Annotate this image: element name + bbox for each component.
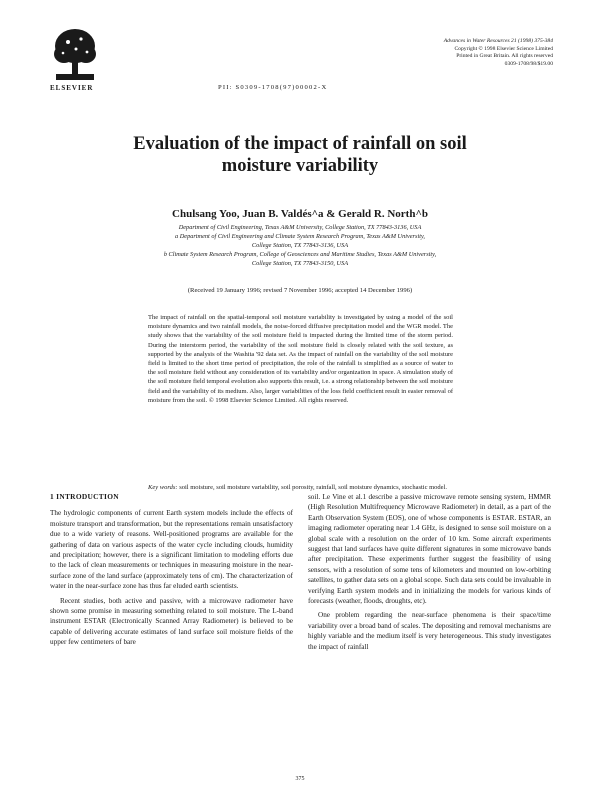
journal-info bbox=[323, 38, 553, 68]
right-column bbox=[308, 492, 551, 652]
affiliation-line: College Station, TX 77843-3136, USA bbox=[251, 242, 349, 249]
issn-line: 0309-1708/98/$19.00 bbox=[504, 60, 553, 67]
affiliation-line: College Station, TX 77843-3150, USA bbox=[251, 260, 349, 267]
journal-citation: Advances in Water Resources 21 (1998) 375-384 bbox=[443, 38, 553, 44]
left-column bbox=[50, 492, 293, 648]
publisher-name: ELSEVIER bbox=[50, 84, 94, 92]
elsevier-tree-icon bbox=[52, 26, 98, 84]
abstract-text: The impact of rainfall on the spatial-temporal soil moisture variability is investigated by using a model of the soil moisture dynamics and two rainfall models, the noise-forced diffusive precipitation model and the WGR model. The study shows that the variability of the soil moisture field is impacted during the limited time of the storm period. During the interstorm period, the variability of the soil moisture field is closely related with the soil texture, as supported by the analysis of the Washita '92 data set. As the impact of rainfall on the variability of the soil moisture field is limited to the short time period of precipitation, the role of the rainfall is simplified as a source of water to the soil moisture field without any consideration of its variability and/or organization in space. A simulation study of the soil moisture field temporal evolution also supports this result, i.e. a strong relationship between the soil moisture field and the variability of its medium. Also, larger variabilities of the loss field coefficient result in easier removal of moisture from the soil. © 1998 Elsevier Science Limited. All rights reserved. bbox=[148, 314, 453, 404]
keywords bbox=[148, 483, 453, 492]
received-dates: (Received 19 January 1996; revised 7 November 1996; accepted 14 December 1996) bbox=[187, 287, 413, 294]
affiliation-line: b Climate System Research Program, College of Geosciences and Maritime Studies, Texas A&M University, bbox=[163, 251, 437, 258]
paragraph: soil. Le Vine et al.1 describe a passive microwave remote sensing system, HMMR (High Resolution Multifrequency Microwave Radiometer) in detail, as a part of the Earth Observation System (EOS), one of whose components is ESTAR. ESTAR, an imaging radiometer operating near 1.4 GHz, is designed to sense soil moisture on a global scale with a resolution on the order of 10 km. Some aircraft experiments suggest that land surfaces have quite different signatures in some microwave bands after precipitation. These experiments further suggest the feasibility of using sensors, with a resolution of some tens of kilometers and mounted on low-orbiting satellites, to gather data sets on a global scope. Such data sets could be invaluable in verifying Earth system models and in initializing the models for various kinds of forecasts (weather, floods, droughts, etc). bbox=[308, 493, 551, 606]
paper-title bbox=[0, 133, 600, 177]
copyright-line: Copyright © 1998 Elsevier Science Limited bbox=[454, 45, 553, 52]
affiliation-line: a Department of Civil Engineering and Climate System Research Program, Texas A&M University, bbox=[175, 233, 425, 240]
printed-line: Printed in Great Britain. All rights reserved bbox=[456, 53, 553, 60]
page-number: 375 bbox=[295, 776, 305, 782]
section-heading: 1 INTRODUCTION bbox=[50, 492, 119, 501]
affiliations bbox=[90, 223, 510, 268]
keywords-list: soil moisture, soil moisture variability, soil porosity, rainfall, soil moisture dynamics, stochastic model. bbox=[179, 484, 447, 491]
pii-code: PII: S0309-1708(97)00002-X bbox=[218, 84, 328, 91]
keywords-label: Key words: bbox=[148, 484, 178, 491]
affiliation-line: Department of Civil Engineering, Texas A&M University, College Station, TX 77843-3136, USA bbox=[178, 224, 422, 231]
author-list: Chulsang Yoo, Juan B. Valdés^a & Gerald R. North^b bbox=[172, 208, 428, 220]
elsevier-logo bbox=[52, 26, 98, 86]
title-line: Evaluation of the impact of rainfall on soil bbox=[133, 134, 467, 154]
paragraph: The hydrologic components of current Earth system models include the effects of moisture transport and transformation, but the representations remain unsatisfactory due to a wide variety of reasons. Well-positioned programs are available for the gathering of data on various aspects of the water cycle including clouds, humidity and precipitation; however, there is a significant limitation to modeling efforts due to the lack of clean measurements or techniques in measuring moisture in the near-surface zone of the land surface (approximately tens of cm). The characterization of water in the near-surface zone has thus far eluded earth scientists. bbox=[50, 509, 293, 591]
paragraph: Recent studies, both active and passive, with a microwave radiometer have shown some promise in measuring something related to soil moisture. The L-band instrument ESTAR (Electronically Scanned Array Radiometer) is believed to be capable of delivering accurate estimates of land surface soil moisture fields of the upper few centimeters of bare bbox=[50, 596, 293, 647]
title-line: moisture variability bbox=[221, 156, 379, 176]
paragraph: One problem regarding the near-surface phenomena is their space/time variability over a broad band of scales. The depositing and removal mechanisms are highly variable and the medium itself is very heterogeneous. This study investigates the impact of rainfall bbox=[308, 611, 551, 651]
